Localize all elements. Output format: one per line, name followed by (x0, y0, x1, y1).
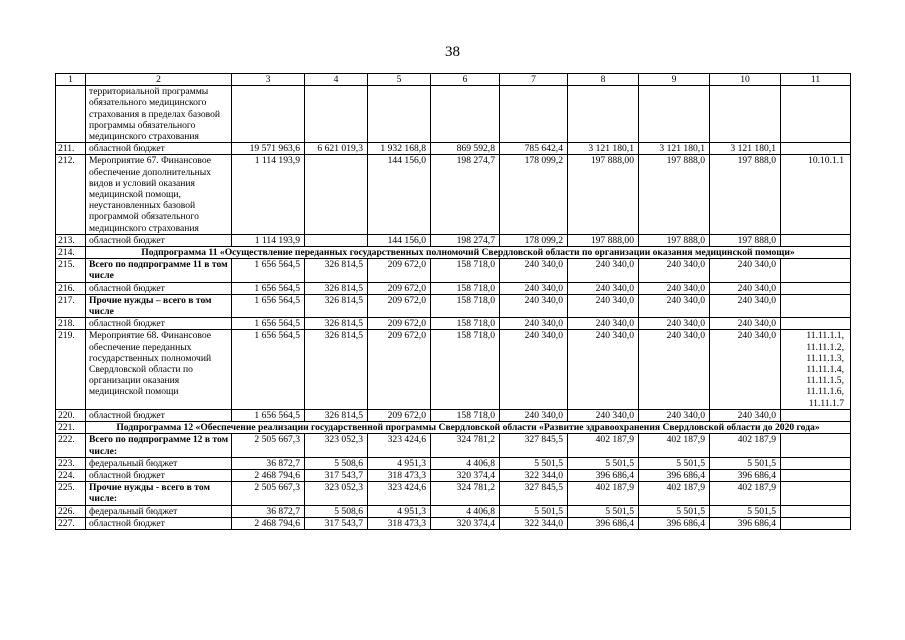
amount-cell: 240 340,0 (500, 330, 568, 409)
row-number: 213. (56, 234, 86, 246)
row-name: федеральный бюджет (86, 457, 232, 469)
column-number: 6 (431, 74, 500, 86)
amount-cell: 320 374,4 (431, 517, 500, 529)
row-name: Всего по подпрограмме 12 в том числе: (86, 434, 232, 457)
column-number: 10 (710, 74, 781, 86)
row-name: областной бюджет (86, 234, 232, 246)
amount-cell: 240 340,0 (710, 409, 781, 421)
amount-cell: 402 187,9 (568, 482, 639, 505)
amount-cell: 240 340,0 (639, 318, 710, 330)
target-code-cell (781, 318, 851, 330)
amount-cell: 209 672,0 (368, 409, 431, 421)
amount-cell: 327 845,5 (500, 434, 568, 457)
amount-cell (368, 86, 431, 143)
target-code-cell (781, 294, 851, 317)
row-number (56, 86, 86, 143)
row-number: 222. (56, 434, 86, 457)
target-code-cell (781, 434, 851, 457)
amount-cell: 198 274,7 (431, 234, 500, 246)
table-row (56, 259, 851, 282)
row-number: 223. (56, 457, 86, 469)
amount-cell: 197 888,0 (710, 234, 781, 246)
budget-table (55, 73, 851, 530)
amount-cell: 5 501,5 (710, 505, 781, 517)
amount-cell: 240 340,0 (500, 318, 568, 330)
amount-cell: 144 156,0 (368, 155, 431, 234)
row-number: 212. (56, 155, 86, 234)
amount-cell: 326 814,5 (305, 259, 368, 282)
amount-cell: 209 672,0 (368, 294, 431, 317)
amount-cell: 320 374,4 (431, 469, 500, 481)
amount-cell: 4 951,3 (368, 505, 431, 517)
amount-cell: 240 340,0 (568, 294, 639, 317)
amount-cell: 402 187,9 (639, 434, 710, 457)
row-name: областной бюджет (86, 517, 232, 529)
amount-cell: 2 468 794,6 (232, 469, 305, 481)
amount-cell: 209 672,0 (368, 282, 431, 294)
table-row (56, 330, 851, 409)
amount-cell: 1 656 564,5 (232, 318, 305, 330)
amount-cell: 197 888,0 (639, 234, 710, 246)
table-row (56, 234, 851, 246)
amount-cell: 5 501,5 (500, 505, 568, 517)
amount-cell: 322 344,0 (500, 517, 568, 529)
subprogram-title: Подпрограмма 12 «Обеспечение реализации государственной программы Свердловской области «Развитие здравоохранения Свердловской области до 2020 года» (86, 422, 851, 434)
amount-cell: 402 187,9 (710, 434, 781, 457)
row-number: 227. (56, 517, 86, 529)
table-row (56, 155, 851, 234)
amount-cell: 209 672,0 (368, 259, 431, 282)
amount-cell: 5 501,5 (568, 505, 639, 517)
amount-cell: 785 642,4 (500, 143, 568, 155)
amount-cell: 4 406,8 (431, 505, 500, 517)
amount-cell: 197 888,0 (639, 155, 710, 234)
amount-cell: 5 501,5 (500, 457, 568, 469)
amount-cell: 318 473,3 (368, 469, 431, 481)
amount-cell: 396 686,4 (639, 469, 710, 481)
table-row (56, 482, 851, 505)
amount-cell (568, 86, 639, 143)
amount-cell: 1 114 193,9 (232, 234, 305, 246)
amount-cell: 402 187,9 (710, 482, 781, 505)
column-number: 1 (56, 74, 86, 86)
amount-cell: 1 932 168,8 (368, 143, 431, 155)
amount-cell (500, 86, 568, 143)
amount-cell: 240 340,0 (710, 330, 781, 409)
target-code-cell (781, 517, 851, 529)
amount-cell: 240 340,0 (500, 282, 568, 294)
amount-cell: 3 121 180,1 (710, 143, 781, 155)
amount-cell: 5 508,6 (305, 505, 368, 517)
amount-cell: 869 592,8 (431, 143, 500, 155)
amount-cell: 4 951,3 (368, 457, 431, 469)
amount-cell: 1 656 564,5 (232, 259, 305, 282)
amount-cell: 240 340,0 (710, 282, 781, 294)
amount-cell: 209 672,0 (368, 318, 431, 330)
amount-cell: 323 424,6 (368, 434, 431, 457)
target-code-cell (781, 282, 851, 294)
amount-cell: 5 501,5 (568, 457, 639, 469)
amount-cell (232, 86, 305, 143)
table-row (56, 434, 851, 457)
target-code-cell (781, 457, 851, 469)
column-number: 5 (368, 74, 431, 86)
amount-cell (305, 86, 368, 143)
row-name: областной бюджет (86, 469, 232, 481)
amount-cell: 158 718,0 (431, 294, 500, 317)
column-number: 8 (568, 74, 639, 86)
amount-cell: 240 340,0 (639, 409, 710, 421)
column-number: 3 (232, 74, 305, 86)
amount-cell: 317 543,7 (305, 517, 368, 529)
amount-cell: 5 508,6 (305, 457, 368, 469)
target-code-cell: 11.11.1.1, 11.11.1.2, 11.11.1.3, 11.11.1.4, 11.11.1.5, 11.11.1.6, 11.11.1.7 (781, 330, 851, 409)
amount-cell: 240 340,0 (568, 259, 639, 282)
amount-cell (710, 86, 781, 143)
row-name: Мероприятие 67. Финансовое обеспечение дополнительных видов и условий оказания медицинской помощи, неустановленных базовой программой обязательного медицинского страхования (86, 155, 232, 234)
amount-cell: 240 340,0 (639, 330, 710, 409)
amount-cell: 240 340,0 (710, 259, 781, 282)
amount-cell: 240 340,0 (710, 318, 781, 330)
amount-cell: 1 656 564,5 (232, 294, 305, 317)
amount-cell (305, 155, 368, 234)
amount-cell: 240 340,0 (568, 330, 639, 409)
subprogram-row (56, 247, 851, 259)
table-row (56, 294, 851, 317)
row-number: 211. (56, 143, 86, 155)
amount-cell: 19 571 963,6 (232, 143, 305, 155)
column-number: 11 (781, 74, 851, 86)
amount-cell: 2 505 667,3 (232, 434, 305, 457)
amount-cell: 240 340,0 (639, 259, 710, 282)
row-number: 216. (56, 282, 86, 294)
amount-cell: 323 052,3 (305, 434, 368, 457)
row-number: 224. (56, 469, 86, 481)
amount-cell: 197 888,0 (710, 155, 781, 234)
table-row (56, 86, 851, 143)
amount-cell: 396 686,4 (710, 517, 781, 529)
column-number: 9 (639, 74, 710, 86)
amount-cell: 36 872,7 (232, 457, 305, 469)
table-row (56, 282, 851, 294)
amount-cell: 4 406,8 (431, 457, 500, 469)
row-number: 221. (56, 422, 86, 434)
amount-cell (305, 234, 368, 246)
row-number: 219. (56, 330, 86, 409)
amount-cell: 396 686,4 (568, 517, 639, 529)
amount-cell: 317 543,7 (305, 469, 368, 481)
amount-cell: 240 340,0 (500, 409, 568, 421)
target-code-cell (781, 234, 851, 246)
amount-cell: 326 814,5 (305, 318, 368, 330)
amount-cell: 1 656 564,5 (232, 409, 305, 421)
amount-cell: 327 845,5 (500, 482, 568, 505)
amount-cell: 240 340,0 (568, 282, 639, 294)
row-name: Прочие нужды – всего в том числе (86, 294, 232, 317)
row-name: областной бюджет (86, 143, 232, 155)
row-number: 225. (56, 482, 86, 505)
amount-cell: 2 468 794,6 (232, 517, 305, 529)
row-number: 226. (56, 505, 86, 517)
subprogram-title: Подпрограмма 11 «Осуществление переданных государственных полномочий Свердловской области по организации оказания медицинской помощи» (86, 247, 851, 259)
row-name: территориальной программы обязательного медицинского страхования в пределах базовой программы обязательного медицинского страхования (86, 86, 232, 143)
row-name: областной бюджет (86, 282, 232, 294)
table-row (56, 469, 851, 481)
amount-cell: 326 814,5 (305, 330, 368, 409)
amount-cell: 396 686,4 (568, 469, 639, 481)
target-code-cell (781, 482, 851, 505)
amount-cell: 240 340,0 (639, 282, 710, 294)
table-row (56, 409, 851, 421)
target-code-cell (781, 409, 851, 421)
column-number: 2 (86, 74, 232, 86)
row-name: Прочие нужды - всего в том числе: (86, 482, 232, 505)
amount-cell: 240 340,0 (568, 318, 639, 330)
table-row (56, 143, 851, 155)
amount-cell: 396 686,4 (710, 469, 781, 481)
amount-cell: 402 187,9 (568, 434, 639, 457)
amount-cell: 158 718,0 (431, 282, 500, 294)
amount-cell: 324 781,2 (431, 434, 500, 457)
amount-cell: 402 187,9 (639, 482, 710, 505)
row-number: 214. (56, 247, 86, 259)
column-number: 7 (500, 74, 568, 86)
amount-cell: 3 121 180,1 (639, 143, 710, 155)
row-number: 215. (56, 259, 86, 282)
amount-cell: 240 340,0 (500, 294, 568, 317)
amount-cell: 158 718,0 (431, 259, 500, 282)
amount-cell: 36 872,7 (232, 505, 305, 517)
amount-cell (639, 86, 710, 143)
amount-cell: 158 718,0 (431, 318, 500, 330)
amount-cell: 318 473,3 (368, 517, 431, 529)
target-code-cell (781, 259, 851, 282)
row-name: федеральный бюджет (86, 505, 232, 517)
amount-cell: 240 340,0 (568, 409, 639, 421)
table-body (56, 74, 851, 530)
row-number: 220. (56, 409, 86, 421)
column-number-row (56, 74, 851, 86)
amount-cell: 178 099,2 (500, 234, 568, 246)
row-name: областной бюджет (86, 409, 232, 421)
amount-cell: 5 501,5 (639, 457, 710, 469)
row-number: 218. (56, 318, 86, 330)
amount-cell: 1 114 193,9 (232, 155, 305, 234)
target-code-cell (781, 469, 851, 481)
amount-cell: 322 344,0 (500, 469, 568, 481)
page-number: 38 (445, 44, 460, 60)
table-row (56, 318, 851, 330)
row-name: Всего по подпрограмме 11 в том числе (86, 259, 232, 282)
amount-cell: 240 340,0 (710, 294, 781, 317)
amount-cell: 326 814,5 (305, 409, 368, 421)
amount-cell: 1 656 564,5 (232, 330, 305, 409)
amount-cell: 240 340,0 (639, 294, 710, 317)
amount-cell: 5 501,5 (639, 505, 710, 517)
amount-cell: 1 656 564,5 (232, 282, 305, 294)
amount-cell: 240 340,0 (500, 259, 568, 282)
target-code-cell (781, 143, 851, 155)
table-row (56, 457, 851, 469)
target-code-cell (781, 86, 851, 143)
amount-cell: 326 814,5 (305, 294, 368, 317)
amount-cell: 2 505 667,3 (232, 482, 305, 505)
amount-cell: 209 672,0 (368, 330, 431, 409)
amount-cell: 324 781,2 (431, 482, 500, 505)
column-number: 4 (305, 74, 368, 86)
target-code-cell: 10.10.1.1 (781, 155, 851, 234)
amount-cell: 3 121 180,1 (568, 143, 639, 155)
target-code-cell (781, 505, 851, 517)
amount-cell: 323 052,3 (305, 482, 368, 505)
subprogram-row (56, 422, 851, 434)
row-name: областной бюджет (86, 318, 232, 330)
amount-cell: 323 424,6 (368, 482, 431, 505)
amount-cell: 5 501,5 (710, 457, 781, 469)
amount-cell: 326 814,5 (305, 282, 368, 294)
row-number: 217. (56, 294, 86, 317)
amount-cell: 396 686,4 (639, 517, 710, 529)
amount-cell: 144 156,0 (368, 234, 431, 246)
amount-cell: 6 621 019,3 (305, 143, 368, 155)
amount-cell: 197 888,00 (568, 155, 639, 234)
amount-cell: 158 718,0 (431, 409, 500, 421)
table-row (56, 505, 851, 517)
amount-cell: 158 718,0 (431, 330, 500, 409)
amount-cell: 178 099,2 (500, 155, 568, 234)
amount-cell: 198 274,7 (431, 155, 500, 234)
amount-cell (431, 86, 500, 143)
row-name: Мероприятие 68. Финансовое обеспечение переданных государственных полномочий Свердловской области по организации оказания медицинской помощи (86, 330, 232, 409)
table-row (56, 517, 851, 529)
amount-cell: 197 888,00 (568, 234, 639, 246)
